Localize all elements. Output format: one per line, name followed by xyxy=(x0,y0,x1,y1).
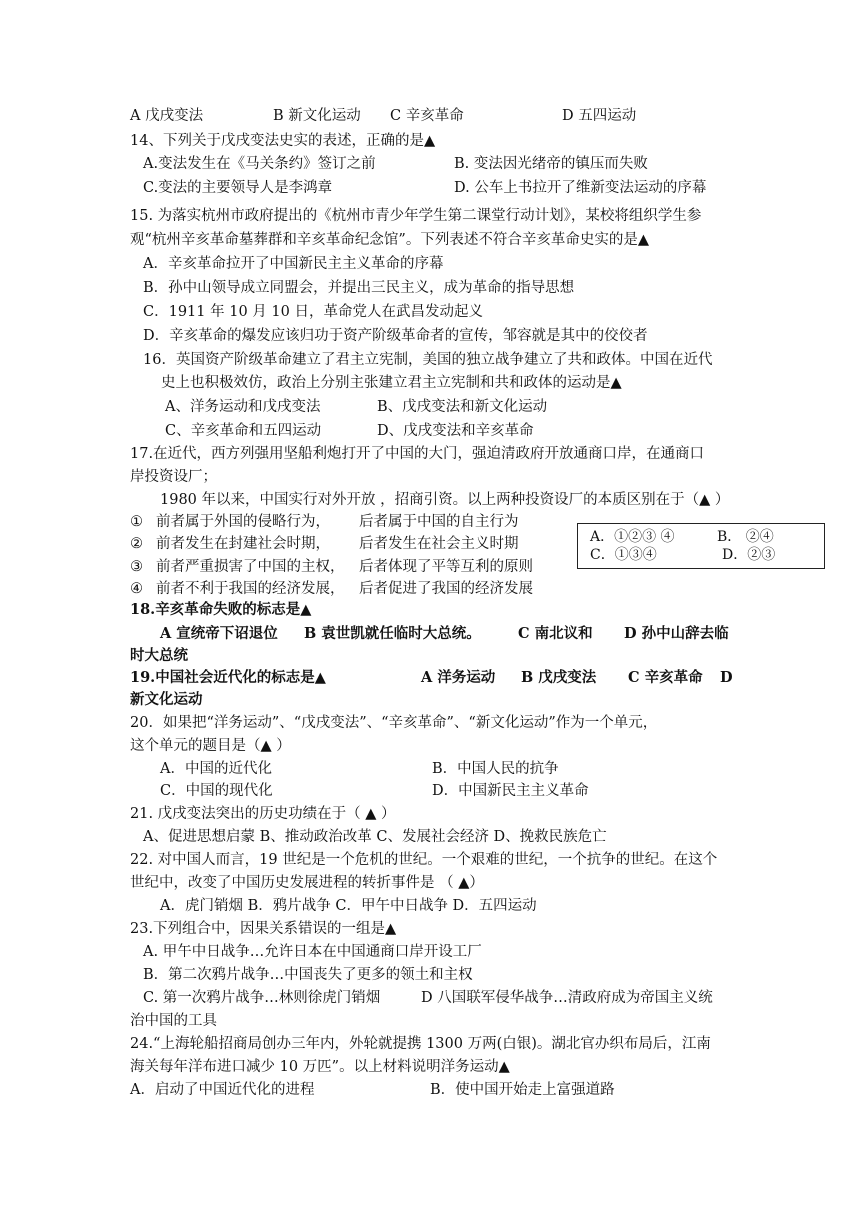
q21-options: A、促进思想启蒙 B、推动政治改革 C、发展社会经济 D、挽救民族危亡 xyxy=(143,829,607,845)
question-18: 18.辛亥革命失败的标志是▲ xyxy=(130,601,312,618)
option-d: D. 公车上书拉开了维新变法运动的序幕 xyxy=(454,180,707,196)
question-21: 21. 戊戌变法突出的历史功绩在于（ ▲ ） xyxy=(130,806,396,822)
option-b: B 袁世凯就任临时大总统。 xyxy=(304,625,481,642)
q15-option-d: D．辛亥革命的爆发应该归功于资产阶级革命者的宣传，邹容就是其中的佼佼者 xyxy=(143,328,648,344)
option-d: D、戊戌变法和辛亥革命 xyxy=(377,423,534,439)
q22-options: A．虎门销烟 B．鸦片战争 C．甲午中日战争 D．五四运动 xyxy=(160,898,537,914)
q18-continuation: 时大总统 xyxy=(130,647,188,664)
q23-continuation: 治中国的工具 xyxy=(130,1013,217,1029)
statement-a: 前者严重损害了中国的主权， xyxy=(156,559,345,575)
option-b: B．使中国开始走上富强道路 xyxy=(430,1082,615,1098)
question-16-line2: 史上也积极效仿，政治上分别主张建立君主立宪制和共和政体的运动是▲ xyxy=(161,375,622,391)
q24-options-ab xyxy=(130,1079,615,1101)
option-c: C 辛亥革命 xyxy=(390,108,464,124)
option-a: A．启动了中国近代化的进程 xyxy=(130,1082,315,1098)
option-b: B 新文化运动 xyxy=(273,108,361,124)
statement-a: 前者不利于我国的经济发展， xyxy=(156,581,345,597)
question-14: 14、下列关于戊戌变法史实的表述，正确的是▲ xyxy=(130,133,436,149)
option-d: D 孙中山辞去临 xyxy=(624,625,729,642)
box-row-1 xyxy=(590,528,774,546)
option-a: A．①②③ ④ xyxy=(590,529,675,545)
q17-statement-3 xyxy=(130,556,533,578)
q15-option-b: B．孙中山领导成立同盟会，并提出三民主义，成为革命的指导思想 xyxy=(143,280,575,296)
q17-statement-1 xyxy=(130,511,519,533)
option-c: C 辛亥革命 xyxy=(628,669,703,686)
question-22-line2: 世纪中，改变了中国历史发展进程的转折事件是 （ ▲） xyxy=(130,875,484,891)
option-d: D xyxy=(720,669,733,686)
question-20-line1: 20．如果把“洋务运动”、“戊戌变法”、“辛亥革命”、“新文化运动”作为一个单元， xyxy=(130,715,658,731)
option-a: A 戊戌变法 xyxy=(130,108,204,124)
q16-options-cd xyxy=(165,420,534,442)
q20-options-ab xyxy=(160,758,559,780)
option-c: C、辛亥革命和五四运动 xyxy=(165,423,322,439)
box-row-2 xyxy=(590,546,775,564)
statement-number: ③ xyxy=(130,559,143,575)
statement-number: ① xyxy=(130,514,143,530)
q20-options-cd xyxy=(160,780,589,802)
statement-number: ② xyxy=(130,536,143,552)
q19-continuation: 新文化运动 xyxy=(130,691,203,708)
option-b: B． ②④ xyxy=(717,529,774,545)
option-b: B. 变法因光绪帝的镇压而失败 xyxy=(454,156,648,172)
statement-b: 后者促进了我国的经济发展 xyxy=(359,581,533,597)
option-a: A.变法发生在《马关条约》签订之前 xyxy=(143,156,376,172)
question-15-line1: 15. 为落实杭州市政府提出的《杭州市青少年学生第二课堂行动计划》，某校将组织学生参 xyxy=(130,208,702,224)
question-24-line2: 海关每年洋布进口减少 10 万匹”。以上材料说明洋务运动▲ xyxy=(130,1059,510,1075)
q14-options-ab xyxy=(143,153,648,175)
option-c: C 南北议和 xyxy=(518,625,593,642)
question-text: 19.中国社会近代化的标志是▲ xyxy=(130,669,326,686)
q23-options-cd xyxy=(143,987,713,1009)
q17-statement-2 xyxy=(130,533,519,555)
q23-option-b: B．第二次鸦片战争…中国丧失了更多的领土和主权 xyxy=(143,967,473,983)
q15-option-c: C．1911 年 10 月 10 日，革命党人在武昌发动起义 xyxy=(143,304,483,320)
statement-a: 前者发生在封建社会时期， xyxy=(156,536,330,552)
option-b: B、戊戌变法和新文化运动 xyxy=(377,399,548,415)
option-c: C.变法的主要领导人是李鸿章 xyxy=(143,180,333,196)
q14-options-cd xyxy=(143,177,706,199)
question-17-line1: 17.在近代，西方列强用坚船利炮打开了中国的大门，强迫清政府开放通商口岸，在通商口 xyxy=(130,446,705,462)
q18-options xyxy=(160,623,729,645)
option-c: C．中国的现代化 xyxy=(160,783,273,799)
statement-b: 后者体现了平等互利的原则 xyxy=(359,559,533,575)
option-b: B．中国人民的抗争 xyxy=(432,761,559,777)
option-a: A．中国的近代化 xyxy=(160,761,272,777)
q16-options-ab xyxy=(165,396,547,418)
statement-number: ④ xyxy=(130,581,143,597)
option-c: C. 第一次鸦片战争…林则徐虎门销烟 xyxy=(143,990,381,1006)
option-a: A 洋务运动 xyxy=(421,669,496,686)
option-a: A 宣统帝下诏退位 xyxy=(160,625,278,642)
option-d: D．中国新民主主义革命 xyxy=(432,783,589,799)
option-row xyxy=(130,105,636,127)
question-16-line1: 16．英国资产阶级革命建立了君主立宪制，美国的独立战争建立了共和政体。中国在近代 xyxy=(143,352,713,368)
option-c: C．①③④ xyxy=(590,547,657,563)
question-20-line2: 这个单元的题目是（▲ ） xyxy=(130,738,291,754)
q17-statement-4 xyxy=(130,578,533,600)
option-d: D 八国联军侵华战争…清政府成为帝国主义统 xyxy=(421,990,713,1006)
statement-a: 前者属于外国的侵略行为， xyxy=(156,514,330,530)
question-17-line2: 岸投资设厂； xyxy=(130,469,217,485)
question-24-line1: 24.“上海轮船招商局创办三年内，外轮就提携 1300 万两(白银)。湖北官办织布局后，江南 xyxy=(130,1036,711,1052)
q23-option-a: A. 甲午中日战争…允许日本在中国通商口岸开设工厂 xyxy=(143,944,482,960)
question-17-line3: 1980 年以来，中国实行对外开放 ，招商引资。以上两种投资设厂的本质区别在于（▲ ） xyxy=(160,492,730,508)
option-d: D．②③ xyxy=(722,547,776,563)
option-a: A、洋务运动和戊戌变法 xyxy=(165,399,321,415)
question-15-line2: 观“杭州辛亥革命墓葬群和辛亥革命纪念馆”。下列表述不符合辛亥革命史实的是▲ xyxy=(130,232,649,248)
question-22-line1: 22. 对中国人而言，19 世纪是一个危机的世纪。一个艰难的世纪，一个抗争的世纪。在这个 xyxy=(130,852,718,868)
question-19 xyxy=(130,667,733,689)
option-b: B 戊戌变法 xyxy=(521,669,597,686)
q15-option-a: A．辛亥革命拉开了中国新民主主义革命的序幕 xyxy=(143,256,444,272)
statement-b: 后者发生在社会主义时期 xyxy=(359,536,519,552)
option-d: D 五四运动 xyxy=(562,108,637,124)
q17-answer-box xyxy=(577,523,825,569)
statement-b: 后者属于中国的自主行为 xyxy=(359,514,519,530)
question-23: 23.下列组合中，因果关系错误的一组是▲ xyxy=(130,921,397,937)
